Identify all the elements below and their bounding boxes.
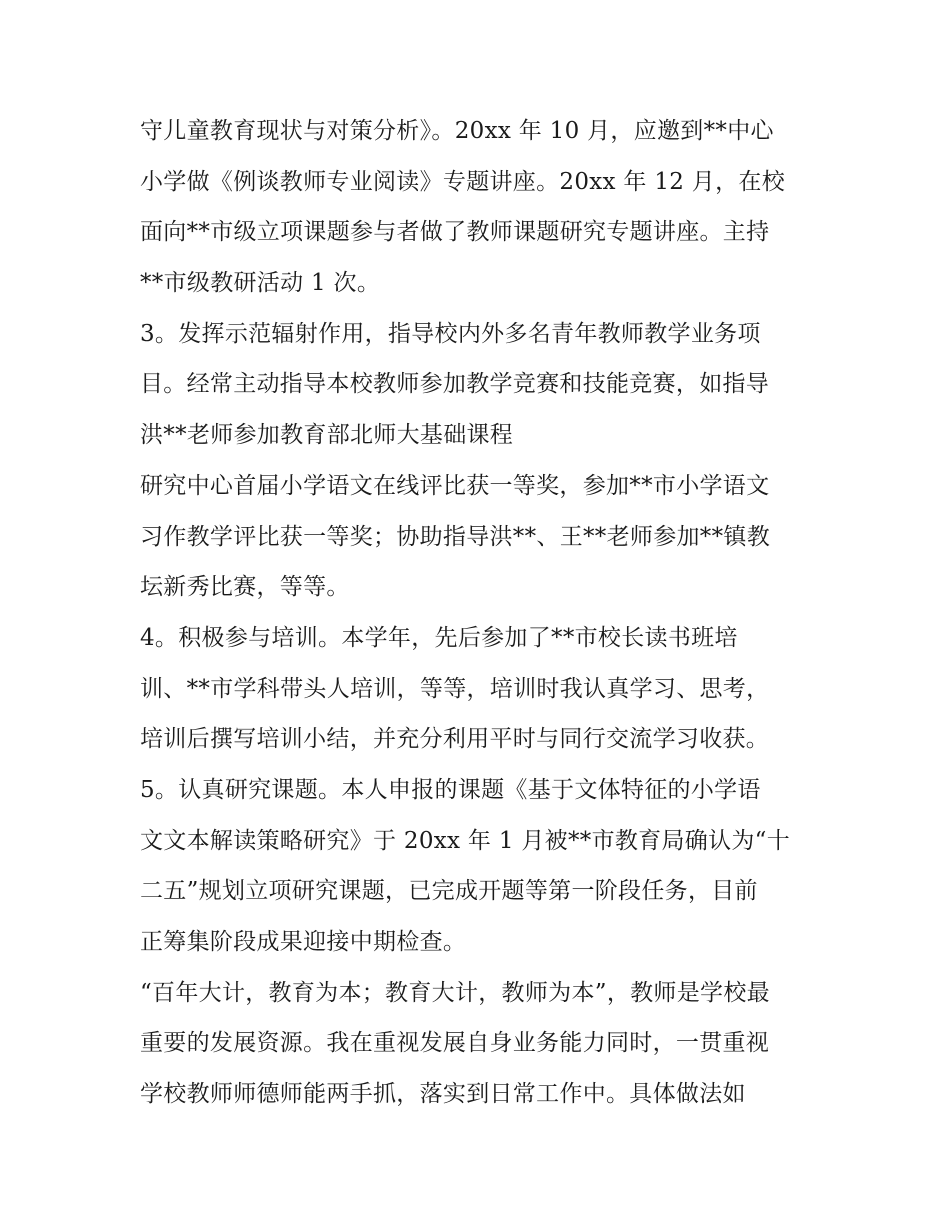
text-line: 5。认真研究课题。本人申报的课题《基于文体特征的小学语: [140, 776, 761, 803]
text-line: **市级教研活动 1 次。: [140, 270, 381, 297]
text-line: 目。经常主动指导本校教师参加教学竞赛和技能竞赛，如指导: [140, 371, 770, 398]
text-line: 正筹集阶段成果迎接中期检查。: [140, 929, 467, 955]
text-line: 研究中心首届小学语文在线评比获一等奖，参加**市小学语文: [140, 472, 770, 499]
text-line: 洪**老师参加教育部北师大基础课程: [140, 422, 514, 449]
text-line: 学校教师师德师能两手抓，落实到日常工作中。具体做法如: [140, 1081, 746, 1108]
text-line: 4。积极参与培训。本学年，先后参加了**市校长读书班培: [140, 624, 738, 651]
text-line: 重要的发展资源。我在重视发展自身业务能力同时，一贯重视: [140, 1030, 770, 1057]
text-line: 习作教学评比获一等奖；协助指导洪**、王**老师参加**镇教: [140, 523, 770, 550]
text-line: 二五”规划立项研究课题，已完成开题等第一阶段任务，目前: [140, 878, 758, 905]
text-line: 文文本解读策略研究》于 20xx 年 1 月被**市教育局确认为“十: [140, 827, 791, 854]
text-line: 训、**市学科带头人培训，等等，培训时我认真学习、思考，: [140, 675, 770, 702]
text-line: 守儿童教育现状与对策分析》。20xx 年 10 月，应邀到**中心: [140, 118, 774, 144]
text-line: 培训后撰写培训小结，并充分利用平时与同行交流学习收获。: [140, 726, 770, 753]
text-line: 面向**市级立项课题参与者做了教师课题研究专题讲座。主持: [140, 219, 770, 246]
text-line: 坛新秀比赛，等等。: [140, 574, 350, 601]
text-line: 小学做《例谈教师专业阅读》专题讲座。20xx 年 12 月，在校: [140, 168, 786, 195]
document-body: [140, 106, 820, 1120]
text-line: “百年大计，教育为本；教育大计，教师为本”，教师是学校最: [140, 979, 770, 1006]
text-line: 3。发挥示范辐射作用，指导校内外多名青年教师教学业务项: [140, 320, 761, 347]
